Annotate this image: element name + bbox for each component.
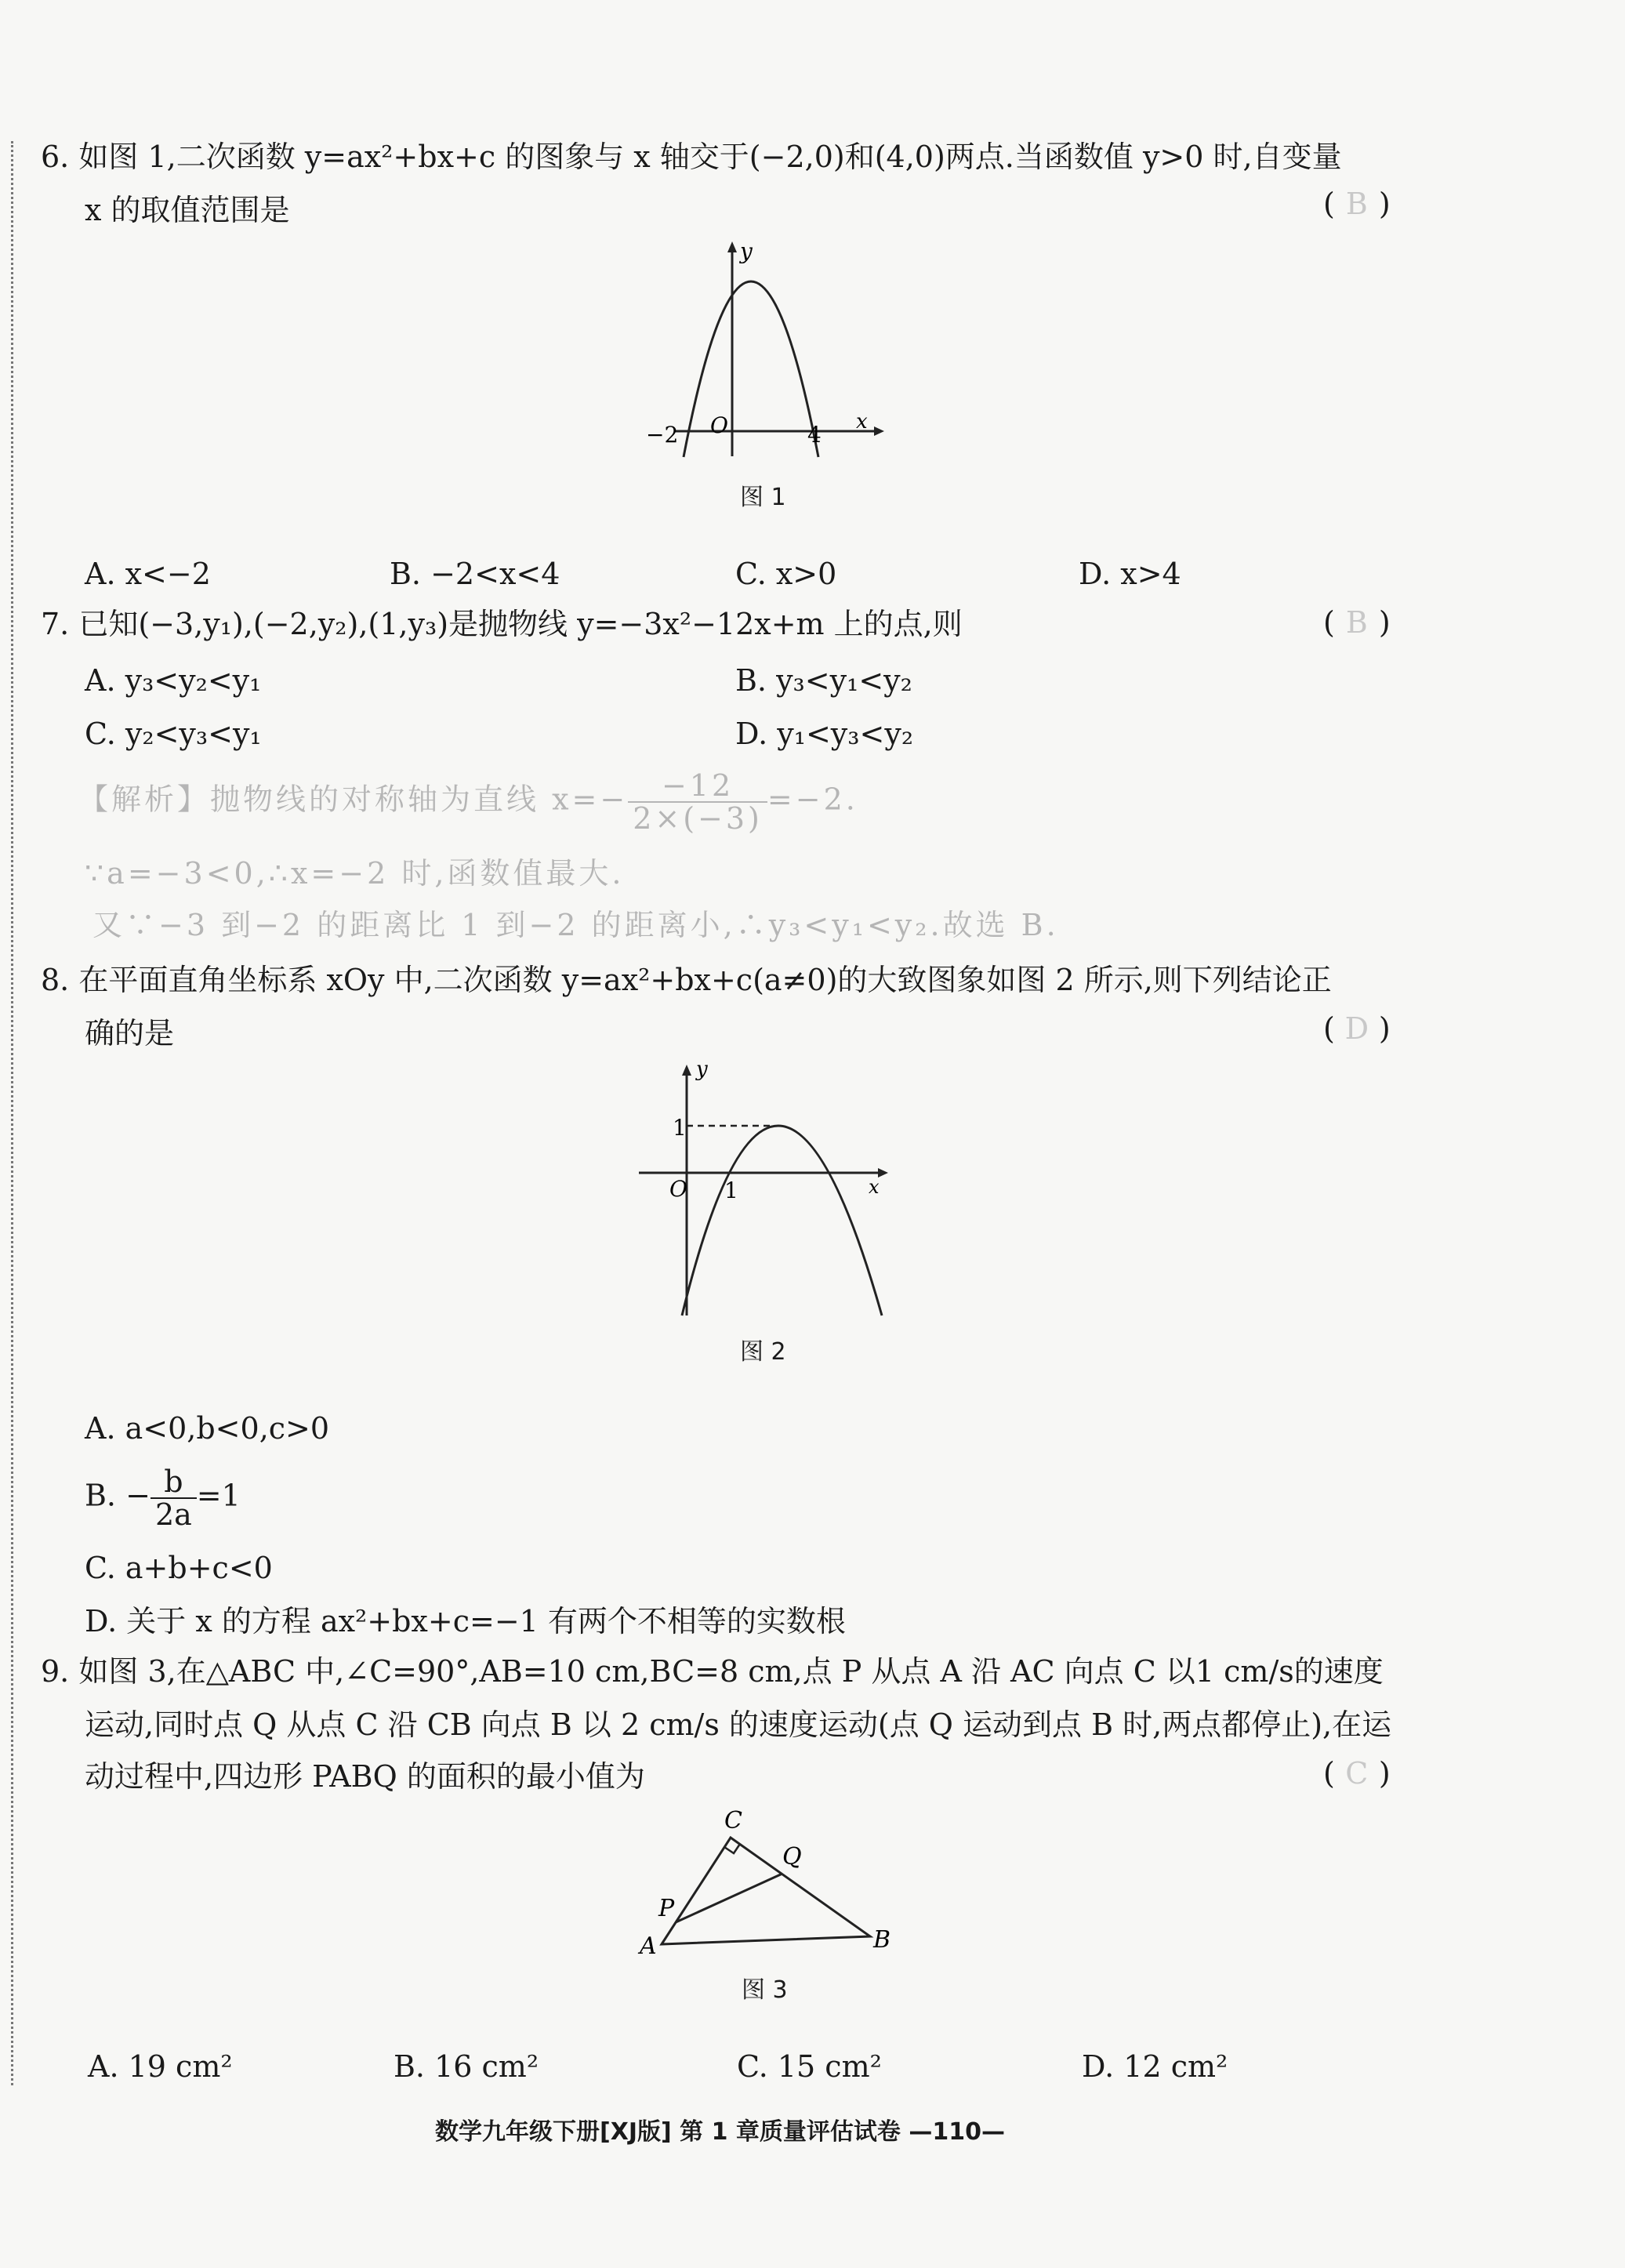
q7-analysis-denominator: 2×(−3): [633, 801, 763, 836]
q9-stem-line1: [41, 1654, 1384, 1689]
q9-label-a: A: [640, 1932, 657, 1958]
q6-origin-label: O: [710, 412, 728, 438]
binding-margin-line: [11, 141, 13, 2085]
q8-parabola-curve: [682, 1126, 882, 1315]
q7-answer-open: (: [1323, 605, 1335, 640]
q7-stem: [41, 607, 963, 641]
q9-label-c: C: [724, 1807, 742, 1834]
q7-analysis-line2: ∵a=−3<0,∴x=−2 时,函数值最大.: [85, 856, 625, 891]
q9-label-b: B: [873, 1926, 891, 1954]
q8-option-b: [85, 1466, 241, 1530]
q9-answer-bracket: [1323, 1756, 1391, 1791]
q9-option-c: C. 15 cm²: [737, 2049, 882, 2084]
q8-option-b-fraction: [151, 1466, 197, 1530]
q8-x-axis-arrow: [878, 1168, 888, 1178]
q9-label-p: P: [658, 1895, 675, 1922]
q9-figure-caption: 图 3: [742, 1976, 788, 2004]
q7-analysis-line1: [78, 770, 858, 834]
q8-option-b-denominator: 2a: [154, 1497, 192, 1532]
q8-option-b-numerator: b: [151, 1466, 197, 1499]
q7-option-c: C. y₂<y₃<y₁: [85, 717, 262, 751]
q7-answer-close: ): [1378, 605, 1391, 640]
q7-number: 7.: [41, 607, 70, 641]
q9-number: 9.: [41, 1654, 70, 1689]
q8-origin-label: O: [669, 1176, 687, 1202]
q7-option-a: A. y₃<y₂<y₁: [85, 663, 262, 698]
q8-option-b-suffix: =1: [196, 1478, 241, 1513]
q7-option-b: B. y₃<y₁<y₂: [735, 663, 912, 698]
q6-answer: B: [1345, 187, 1368, 221]
q6-answer-bracket: [1323, 187, 1391, 221]
q9-answer-open: (: [1323, 1756, 1335, 1791]
q8-option-a: A. a<0,b<0,c>0: [85, 1411, 330, 1446]
q7-analysis-prefix: 【解析】抛物线的对称轴为直线 x=−: [78, 782, 629, 817]
q7-analysis-fraction: [628, 770, 767, 834]
q8-figure-caption: 图 2: [740, 1338, 786, 1366]
q9-option-b: B. 16 cm²: [394, 2049, 539, 2084]
q7-analysis-line3: 又∵−3 到−2 的距离比 1 到−2 的距离小,∴y₃<y₁<y₂.故选 B.: [92, 908, 1059, 942]
q6-y-axis-arrow: [727, 241, 737, 252]
q8-text-line2: 确的是: [85, 1016, 175, 1051]
q9-text-line1: 如图 3,在△ABC 中,∠C=90°,AB=10 cm,BC=8 cm,点 P 从点 A 沿 AC 向点 C 以1 cm/s的速度: [78, 1654, 1384, 1689]
q9-figure-triangle: [627, 1802, 909, 1961]
q9-text-line3: 动过程中,四边形 PABQ 的面积的最小值为: [85, 1759, 645, 1794]
q9-text-line2: 运动,同时点 Q 从点 C 沿 CB 向点 B 以 2 cm/s 的速度运动(点 Q 运动到点 B 时,两点都停止),在运: [85, 1707, 1392, 1742]
q6-text-line1: 如图 1,二次函数 y=ax²+bx+c 的图象与 x 轴交于(−2,0)和(4,0)两点.当函数值 y>0 时,自变量: [78, 140, 1342, 174]
q9-option-d: D. 12 cm²: [1082, 2049, 1228, 2084]
q6-x-label: x: [856, 410, 868, 434]
q8-answer-close: ): [1378, 1011, 1391, 1046]
q6-figure-parabola: [635, 235, 886, 466]
q9-answer-close: ): [1378, 1756, 1391, 1791]
q6-answer-open: (: [1323, 187, 1335, 221]
q8-max-value-label: 1: [673, 1115, 687, 1141]
q6-text-line2: x 的取值范围是: [85, 193, 290, 227]
q7-answer: B: [1345, 605, 1368, 640]
q6-option-d: D. x>4: [1079, 557, 1181, 591]
q7-answer-bracket: [1323, 605, 1391, 640]
q9-answer: C: [1345, 1756, 1369, 1791]
q6-left-root-label: −2: [646, 422, 679, 448]
q6-stem-line1: [41, 140, 1342, 174]
q8-figure-parabola: [627, 1057, 894, 1326]
q8-x-tick-label: 1: [724, 1178, 738, 1203]
q8-y-axis-arrow: [682, 1065, 691, 1076]
q6-figure-caption: 图 1: [740, 484, 786, 511]
q6-number: 6.: [41, 140, 70, 174]
q8-option-d: D. 关于 x 的方程 ax²+bx+c=−1 有两个不相等的实数根: [85, 1604, 846, 1638]
q8-text-line1: 在平面直角坐标系 xOy 中,二次函数 y=ax²+bx+c(a≠0)的大致图象如图 2 所示,则下列结论正: [78, 963, 1332, 997]
q6-y-label: y: [740, 238, 753, 264]
q6-option-a: A. x<−2: [85, 557, 211, 591]
q8-option-c: C. a+b+c<0: [85, 1551, 273, 1585]
q8-answer-bracket: [1323, 1011, 1391, 1046]
q6-right-root-label: 4: [807, 422, 822, 448]
page-footer: 数学九年级下册[XJ版] 第 1 章质量评估试卷 —110—: [435, 2118, 1005, 2146]
q6-x-axis-arrow: [874, 426, 884, 436]
q8-stem-line1: [41, 963, 1332, 997]
q7-analysis-numerator: −12: [628, 770, 767, 803]
q7-analysis-suffix: =−2.: [767, 782, 858, 817]
q8-y-label: y: [696, 1058, 708, 1081]
q8-option-b-prefix: B. −: [85, 1478, 151, 1513]
q8-number: 8.: [41, 963, 70, 997]
q8-answer-open: (: [1323, 1011, 1335, 1046]
q8-answer: D: [1344, 1011, 1369, 1046]
q7-text: 已知(−3,y₁),(−2,y₂),(1,y₃)是抛物线 y=−3x²−12x+m 上的点,则: [78, 607, 963, 641]
q7-option-d: D. y₁<y₃<y₂: [735, 717, 914, 751]
q9-option-a: A. 19 cm²: [88, 2049, 233, 2084]
q6-answer-close: ): [1378, 187, 1391, 221]
q6-option-b: B. −2<x<4: [390, 557, 560, 591]
q8-x-label: x: [869, 1176, 880, 1198]
q6-option-c: C. x>0: [735, 557, 837, 591]
q9-label-q: Q: [782, 1843, 802, 1871]
q9-triangle-abc: [662, 1838, 870, 1944]
